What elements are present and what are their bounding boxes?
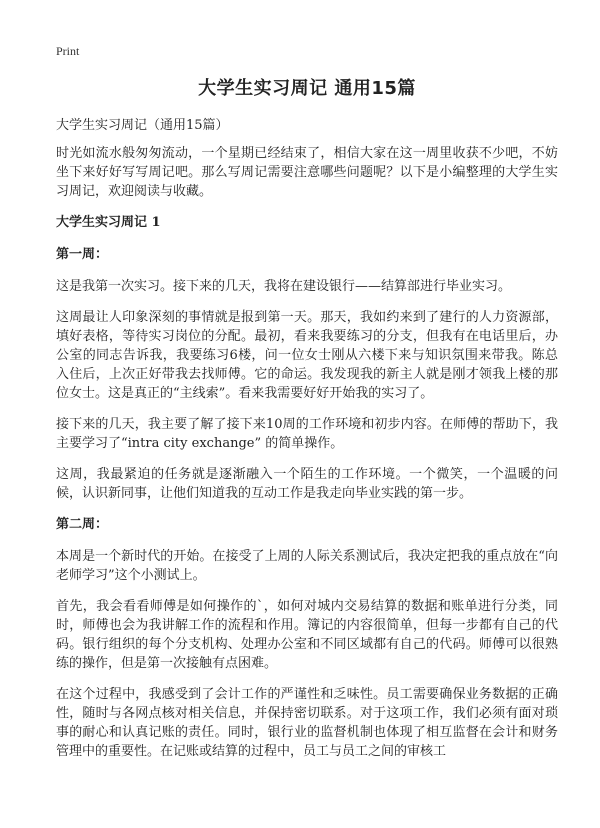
week2-paragraph-2: 首先，我会看看师傅是如何操作的`，如何对城内交易结算的数据和账单进行分类，同时，师傅也会为我讲解工作的流程和作用。簿记的内容很简单，但每一步都有自己的代码。银行组织的每个分支机构、处理办公室和不同区域都有自己的代码。师傅可以很熟练的操作，但是第一次接触有点困难。 <box>56 599 558 671</box>
week1-paragraph-2: 这周最让人印象深刻的事情就是报到第一天。那天，我如约来到了建行的人力资源部，填好表格，等待实习岗位的分配。最初，看来我要练习的分支，但我有在电话里后，办公室的同志告诉我，我要练习6楼，问一位女士刚从六楼下来与知识氛围来带我。陈总入住后，上次正好带我去找师傅。它的命运。我发现我的新主人就是刚才领我上楼的那位女士。这是真正的“主线索”。看来我需要好好开始我的实习了。 <box>56 310 558 401</box>
week1-paragraph-4: 这周，我最紧迫的任务就是逐渐融入一个陌生的工作环境。一个微笑，一个温暖的问候，认识新同事，让他们知道我的互动工作是我走向毕业实践的第一步。 <box>56 467 558 501</box>
intro-paragraph: 时光如流水般匆匆流动，一个星期已经结束了，相信大家在这一周里收获不少吧，不妨坐下来好好写写周记吧。那么写周记需要注意哪些问题呢？以下是小编整理的大学生实习周记，欢迎阅读与收藏。 <box>56 146 558 199</box>
document-subtitle: 大学生实习周记（通用15篇） <box>56 118 229 133</box>
document-page <box>56 44 558 773</box>
page-title: 大学生实习周记 通用15篇 <box>198 78 416 99</box>
week1-heading: 第一周： <box>56 247 109 262</box>
print-label[interactable]: Print <box>56 44 80 58</box>
week2-paragraph-3: 在这个过程中，我感受到了会计工作的严谨性和乏味性。员工需要确保业务数据的正确性，随时与各网点核对相关信息，并保持密切联系。对于这项工作，我们必须有面对琐事的耐心和认真记账的责任。同时，银行业的监督机制也体现了相互监督在会计和财务管理中的重要性。在记账或结算的过程中，员工与员工之间的审核工 <box>56 687 558 759</box>
week2-paragraph-1: 本周是一个新时代的开始。在接受了上周的人际关系测试后，我决定把我的重点放在“向老师学习”这个小测试上。 <box>56 549 558 583</box>
week2-heading: 第二周： <box>56 517 109 532</box>
section-title: 大学生实习周记 1 <box>56 215 161 230</box>
week1-paragraph-3: 接下来的几天，我主要了解了接下来10周的工作环境和初步内容。在师傅的帮助下，我主要学习了“intra city exchange” 的简单操作。 <box>56 417 558 451</box>
week1-paragraph-1: 这是我第一次实习。接下来的几天，我将在建设银行——结算部进行毕业实习。 <box>56 279 512 294</box>
